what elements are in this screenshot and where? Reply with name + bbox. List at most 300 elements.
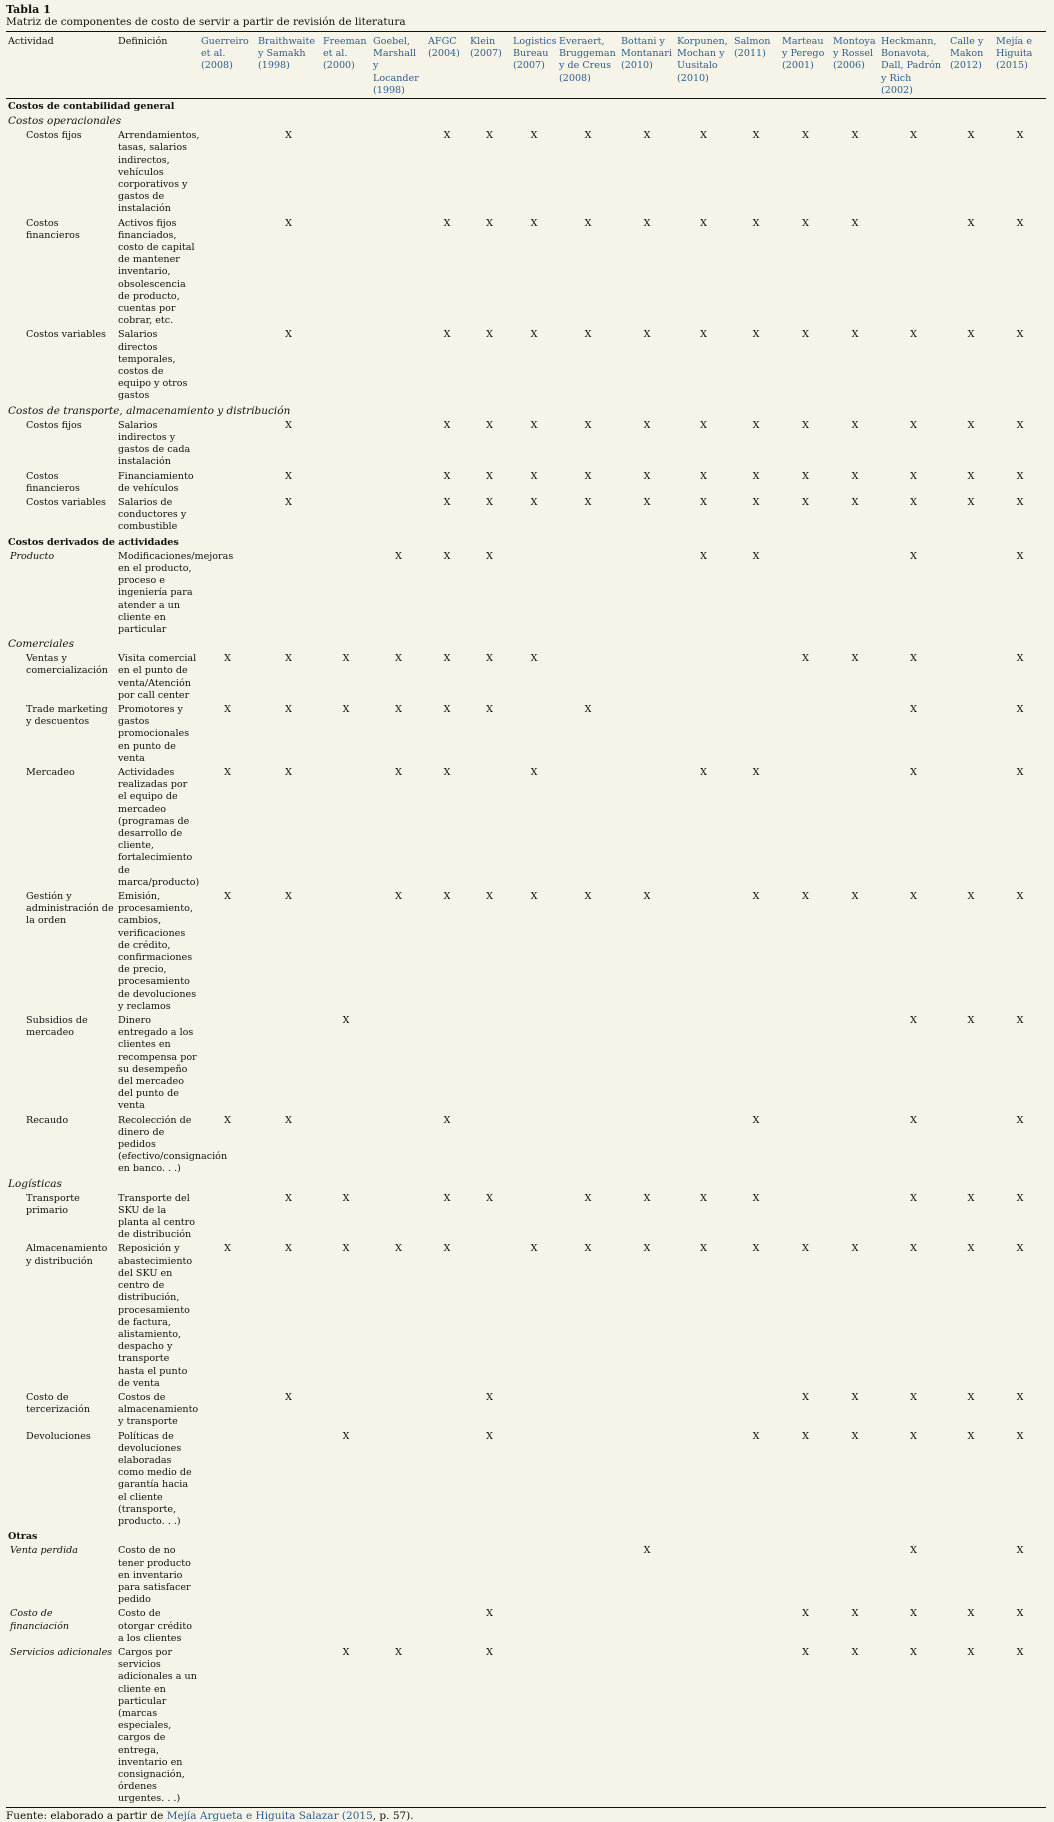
mark-cell xyxy=(780,766,831,890)
mark-cell: X xyxy=(802,1391,809,1403)
mark-cell xyxy=(199,1544,256,1607)
definition-cell: Costos de almacenamiento y transporte xyxy=(118,1391,199,1428)
mark-cell: X xyxy=(486,329,493,341)
mark-cell xyxy=(831,703,879,766)
mark-cell xyxy=(879,217,948,329)
mark-cell: X xyxy=(643,891,651,902)
mark-cell xyxy=(675,1544,732,1607)
activity-cell: Venta perdida xyxy=(10,1545,79,1557)
definition-cell: Modificaciones/mejoras en el producto, proceso e ingeniería para atender a un cliente en particular xyxy=(118,550,234,635)
mark-cell: X xyxy=(1016,703,1024,715)
mark-cell: X xyxy=(342,1243,350,1255)
mark-cell: X xyxy=(910,766,917,778)
mark-cell: X xyxy=(802,1646,809,1658)
table-body xyxy=(6,99,1046,1808)
mark-cell: X xyxy=(584,1243,592,1255)
mark-cell xyxy=(675,1430,732,1530)
mark-cell xyxy=(619,1607,675,1646)
mark-cell: X xyxy=(851,217,859,229)
mark-cell xyxy=(199,1192,256,1243)
mark-cell: X xyxy=(851,653,859,665)
activity-cell: Costos financieros xyxy=(26,217,80,241)
mark-cell: X xyxy=(443,496,451,508)
mark-cell xyxy=(468,1114,511,1177)
mark-cell xyxy=(371,217,426,329)
mark-cell: X xyxy=(342,653,350,665)
activity-cell: Costos fijos xyxy=(26,419,82,431)
definition-cell: Emisión, procesamiento, cambios, verificaciones de crédito, confirmaciones de precio, procesamiento de devoluciones y reclamos xyxy=(118,891,197,1012)
mark-cell: X xyxy=(1016,329,1024,341)
mark-cell: X xyxy=(752,1114,760,1126)
mark-cell: X xyxy=(1016,1243,1024,1255)
mark-cell: X xyxy=(967,496,975,508)
section-row xyxy=(6,1529,1046,1544)
mark-cell: X xyxy=(851,130,859,142)
mark-cell: X xyxy=(1016,496,1024,508)
mark-cell xyxy=(780,1544,831,1607)
mark-cell xyxy=(675,1114,732,1177)
mark-cell: X xyxy=(752,1430,760,1442)
mark-cell: X xyxy=(486,419,493,431)
mark-cell: X xyxy=(1016,1192,1024,1204)
mark-cell xyxy=(619,1430,675,1530)
mark-cell xyxy=(557,1014,619,1114)
mark-cell: X xyxy=(700,1243,707,1255)
mark-cell xyxy=(199,1607,256,1646)
mark-cell xyxy=(371,328,426,403)
mark-cell xyxy=(256,1430,321,1530)
mark-cell xyxy=(557,766,619,890)
mark-cell: X xyxy=(1016,1391,1024,1403)
activity-cell: Costos variables xyxy=(26,329,106,341)
mark-cell: X xyxy=(530,496,538,508)
activity-cell: Costo de financiación xyxy=(10,1608,70,1632)
mark-cell xyxy=(321,890,371,1014)
mark-cell: X xyxy=(643,496,651,508)
table-row xyxy=(6,766,1046,890)
mark-cell xyxy=(619,703,675,766)
subsection-heading: Costos operacionales xyxy=(8,115,122,128)
mark-cell: X xyxy=(643,1545,651,1557)
mark-cell: X xyxy=(643,419,651,431)
mark-cell xyxy=(619,1114,675,1177)
mark-cell xyxy=(675,1391,732,1430)
mark-cell: X xyxy=(643,1192,651,1204)
mark-cell: X xyxy=(443,703,451,715)
mark-cell: X xyxy=(224,703,231,715)
mark-cell: X xyxy=(910,703,917,715)
mark-cell xyxy=(371,1544,426,1607)
mark-cell: X xyxy=(802,329,809,341)
mark-cell: X xyxy=(700,329,707,341)
mark-cell: X xyxy=(802,1430,809,1442)
mark-cell: X xyxy=(910,419,917,431)
mark-cell: X xyxy=(285,766,292,778)
mark-cell: X xyxy=(1016,1646,1024,1658)
mark-cell xyxy=(557,652,619,703)
mark-cell: X xyxy=(285,1243,292,1255)
mark-cell xyxy=(371,129,426,216)
table-caption: Matriz de componentes de costo de servir a partir de revisión de literatura xyxy=(6,16,406,28)
mark-cell: X xyxy=(967,1192,975,1204)
mark-cell: X xyxy=(700,1192,707,1204)
mark-cell: X xyxy=(1016,550,1024,562)
mark-cell: X xyxy=(443,470,451,482)
mark-cell xyxy=(321,1391,371,1430)
mark-cell: X xyxy=(802,1243,809,1255)
mark-cell: X xyxy=(1016,1114,1024,1126)
mark-cell xyxy=(426,1607,468,1646)
mark-cell xyxy=(511,1391,557,1430)
mark-cell: X xyxy=(967,470,975,482)
table-row xyxy=(6,703,1046,766)
mark-cell xyxy=(511,1646,557,1807)
definition-cell: Visita comercial en el punto de venta/Atención por call center xyxy=(118,653,197,701)
table-row xyxy=(6,496,1046,535)
mark-cell xyxy=(732,1607,780,1646)
mark-cell xyxy=(371,1192,426,1243)
mark-cell xyxy=(426,1014,468,1114)
mark-cell xyxy=(619,1014,675,1114)
mark-cell: X xyxy=(285,329,292,341)
mark-cell: X xyxy=(851,329,859,341)
mark-cell: X xyxy=(643,1243,651,1255)
mark-cell: X xyxy=(486,470,493,482)
mark-cell: X xyxy=(443,217,451,229)
mark-cell: X xyxy=(443,653,451,665)
mark-cell xyxy=(511,550,557,637)
mark-cell: X xyxy=(851,1646,859,1658)
mark-cell: X xyxy=(486,496,493,508)
subsection-row xyxy=(6,404,1046,419)
mark-cell xyxy=(831,550,879,637)
mark-cell xyxy=(780,1014,831,1114)
mark-cell xyxy=(468,766,511,890)
mark-cell xyxy=(468,1242,511,1390)
mark-cell: X xyxy=(643,470,651,482)
mark-cell xyxy=(321,129,371,216)
activity-cell: Producto xyxy=(10,550,55,562)
mark-cell xyxy=(199,419,256,470)
mark-cell xyxy=(321,328,371,403)
mark-cell xyxy=(256,1646,321,1807)
mark-cell xyxy=(199,496,256,535)
subsection-row xyxy=(6,114,1046,129)
mark-cell: X xyxy=(851,419,859,431)
mark-cell: X xyxy=(285,1192,292,1204)
definition-cell: Recolección de dinero de pedidos (efectivo/consignación en banco. . .) xyxy=(118,1114,228,1175)
mark-cell: X xyxy=(224,653,231,665)
source-prefix: Fuente: elaborado a partir de xyxy=(6,1809,164,1822)
table-row xyxy=(6,1430,1046,1530)
mark-cell xyxy=(468,1544,511,1607)
table-row xyxy=(6,328,1046,403)
mark-cell: X xyxy=(910,1243,917,1255)
mark-cell: X xyxy=(967,1243,975,1255)
mark-cell xyxy=(371,1114,426,1177)
definition-cell: Reposición y abastecimiento del SKU en centro de distribución, procesamiento de factura, alistamiento, despacho y transporte hasta el punto de venta xyxy=(118,1243,193,1389)
mark-cell: X xyxy=(530,766,538,778)
mark-cell xyxy=(371,1391,426,1430)
mark-cell xyxy=(256,1544,321,1607)
mark-cell: X xyxy=(486,130,493,142)
mark-cell: X xyxy=(910,496,917,508)
mark-cell xyxy=(511,1544,557,1607)
mark-cell: X xyxy=(851,1430,859,1442)
header-reference-4[interactable]: Goebel, Marshall y Locander (1998) xyxy=(371,32,426,99)
mark-cell xyxy=(371,1607,426,1646)
mark-cell xyxy=(780,703,831,766)
mark-cell xyxy=(557,1114,619,1177)
mark-cell: X xyxy=(530,130,538,142)
mark-cell xyxy=(371,496,426,535)
mark-cell xyxy=(321,496,371,535)
mark-cell: X xyxy=(443,130,451,142)
mark-cell: X xyxy=(910,1015,917,1027)
mark-cell: X xyxy=(1016,1545,1024,1557)
mark-cell: X xyxy=(643,130,651,142)
mark-cell: X xyxy=(443,550,451,562)
mark-cell: X xyxy=(584,703,592,715)
mark-cell xyxy=(321,550,371,637)
mark-cell: X xyxy=(395,891,402,902)
header-reference-3[interactable]: Freeman et al. (2000) xyxy=(321,32,371,99)
mark-cell: X xyxy=(1016,130,1024,142)
mark-cell: X xyxy=(486,891,493,902)
source-link[interactable]: Mejía Argueta e Higuita Salazar (2015 xyxy=(166,1809,373,1822)
cost-matrix-table xyxy=(6,31,1046,1808)
mark-cell: X xyxy=(752,130,760,142)
table-row xyxy=(6,1192,1046,1243)
mark-cell: X xyxy=(802,217,809,229)
mark-cell: X xyxy=(752,496,760,508)
mark-cell: X xyxy=(910,1430,917,1442)
mark-cell: X xyxy=(443,1192,451,1204)
mark-cell xyxy=(321,1114,371,1177)
mark-cell: X xyxy=(851,891,859,902)
mark-cell xyxy=(619,550,675,637)
mark-cell: X xyxy=(486,1646,493,1658)
mark-cell xyxy=(468,1014,511,1114)
table-row xyxy=(6,1114,1046,1177)
mark-cell: X xyxy=(224,1114,231,1126)
mark-cell: X xyxy=(851,1608,859,1620)
mark-cell: X xyxy=(285,1391,292,1403)
header-reference-11[interactable]: Salmon (2011) xyxy=(732,32,780,99)
mark-cell xyxy=(948,1544,994,1607)
mark-cell xyxy=(321,1607,371,1646)
mark-cell xyxy=(199,217,256,329)
mark-cell xyxy=(948,652,994,703)
mark-cell: X xyxy=(643,329,651,341)
mark-cell: X xyxy=(910,1192,917,1204)
definition-cell: Dinero entregado a los clientes en recompensa por su desempeño del mercadeo del punto de venta xyxy=(118,1015,197,1112)
mark-cell xyxy=(256,550,321,637)
mark-cell xyxy=(619,652,675,703)
header-reference-6[interactable]: Klein (2007) xyxy=(468,32,511,99)
mark-cell xyxy=(831,1014,879,1114)
definition-cell: Políticas de devoluciones elaboradas como medio de garantía hacia el cliente (transporte, producto. . .) xyxy=(118,1430,192,1527)
mark-cell: X xyxy=(851,1243,859,1255)
header-reference-13[interactable]: Montoya y Rossel (2006) xyxy=(831,32,879,99)
mark-cell: X xyxy=(802,891,809,902)
mark-cell xyxy=(321,470,371,496)
mark-cell: X xyxy=(1016,217,1024,229)
section-row xyxy=(6,99,1046,115)
mark-cell: X xyxy=(910,130,917,142)
mark-cell xyxy=(256,1607,321,1646)
header-reference-14[interactable]: Heckmann, Bonavota, Dall, Padrón y Rich (2002) xyxy=(879,32,948,99)
definition-cell: Salarios de conductores y combustible xyxy=(118,496,187,533)
header-reference-16[interactable]: Mejía e Higuita (2015) xyxy=(994,32,1046,99)
mark-cell xyxy=(557,1544,619,1607)
mark-cell xyxy=(732,703,780,766)
mark-cell: X xyxy=(1016,891,1024,902)
mark-cell xyxy=(557,1391,619,1430)
header-reference-1[interactable]: Guerreiro et al. (2008) xyxy=(199,32,256,99)
definition-cell: Transporte del SKU de la planta al centro de distribución xyxy=(118,1192,196,1241)
mark-cell: X xyxy=(700,217,707,229)
mark-cell xyxy=(675,652,732,703)
mark-cell: X xyxy=(967,1391,975,1403)
mark-cell: X xyxy=(910,1545,917,1557)
activity-cell: Costo de tercerización xyxy=(26,1391,90,1416)
mark-cell: X xyxy=(910,329,917,341)
mark-cell: X xyxy=(967,891,975,902)
mark-cell xyxy=(511,1014,557,1114)
definition-cell: Costo de no tener producto en inventario para satisfacer pedido xyxy=(118,1545,191,1606)
mark-cell: X xyxy=(700,766,707,778)
mark-cell xyxy=(675,1646,732,1807)
mark-cell: X xyxy=(486,1430,493,1442)
mark-cell xyxy=(511,703,557,766)
mark-cell: X xyxy=(700,470,707,482)
definition-cell: Arrendamientos, tasas, salarios indirectos, vehículos corporativos y gastos de instalación xyxy=(118,130,200,215)
definition-cell: Costo de otorgar crédito a los clientes xyxy=(118,1608,192,1644)
header-reference-2[interactable]: Braithwaite y Samakh (1998) xyxy=(256,32,321,99)
mark-cell xyxy=(426,1391,468,1430)
mark-cell xyxy=(732,652,780,703)
definition-cell: Activos fijos financiados, costo de capital de mantener inventario, obsolescencia de producto, cuentas por cobrar, etc. xyxy=(118,217,195,327)
source-suffix: , p. 57). xyxy=(372,1809,414,1822)
mark-cell: X xyxy=(752,891,760,902)
mark-cell: X xyxy=(395,653,402,665)
mark-cell: X xyxy=(285,496,292,508)
mark-cell xyxy=(831,766,879,890)
section-heading: Costos derivados de actividades xyxy=(8,536,179,548)
table-row xyxy=(6,217,1046,329)
mark-cell: X xyxy=(851,470,859,482)
mark-cell: X xyxy=(285,130,292,142)
mark-cell: X xyxy=(752,217,760,229)
mark-cell xyxy=(675,1014,732,1114)
mark-cell: X xyxy=(486,653,493,665)
mark-cell xyxy=(199,550,256,637)
header-reference-8[interactable]: Everaert, Bruggeman y de Creus (2008) xyxy=(557,32,619,99)
mark-cell: X xyxy=(486,1391,493,1403)
mark-cell: X xyxy=(910,891,917,902)
mark-cell: X xyxy=(802,130,809,142)
mark-cell: X xyxy=(851,1391,859,1403)
header-reference-5[interactable]: AFGC (2004) xyxy=(426,32,468,99)
table-row xyxy=(6,890,1046,1014)
mark-cell xyxy=(199,1014,256,1114)
table-row xyxy=(6,1646,1046,1807)
header-reference-7[interactable]: Logistics Bureau (2007) xyxy=(511,32,557,99)
table-title: Tabla 1 xyxy=(6,3,51,16)
activity-cell: Costos variables xyxy=(26,496,106,508)
mark-cell: X xyxy=(752,766,760,778)
mark-cell xyxy=(675,1607,732,1646)
mark-cell xyxy=(321,419,371,470)
mark-cell xyxy=(948,1114,994,1177)
mark-cell: X xyxy=(910,1646,917,1658)
mark-cell: X xyxy=(443,329,451,341)
mark-cell: X xyxy=(1016,470,1024,482)
mark-cell: X xyxy=(530,419,538,431)
mark-cell: X xyxy=(752,1192,760,1204)
mark-cell: X xyxy=(530,329,538,341)
definition-cell: Salarios directos temporales, costos de equipo y otros gastos xyxy=(118,329,188,402)
mark-cell xyxy=(557,1430,619,1530)
mark-cell xyxy=(321,217,371,329)
mark-cell: X xyxy=(700,550,707,562)
mark-cell: X xyxy=(443,891,451,902)
header-reference-9[interactable]: Bottani y Montanari (2010) xyxy=(619,32,675,99)
mark-cell: X xyxy=(285,1114,292,1126)
definition-cell: Promotores y gastos promocionales en punto de venta xyxy=(118,703,190,764)
table-row xyxy=(6,1242,1046,1390)
mark-cell xyxy=(948,766,994,890)
mark-cell xyxy=(371,470,426,496)
mark-cell: X xyxy=(967,1608,975,1620)
mark-cell xyxy=(732,1391,780,1430)
mark-cell: X xyxy=(967,1646,975,1658)
header-reference-10[interactable]: Korpunen, Mochan y Uusitalo (2010) xyxy=(675,32,732,99)
mark-cell: X xyxy=(285,703,292,715)
mark-cell: X xyxy=(285,653,292,665)
activity-cell: Almacenamiento y distribución xyxy=(26,1243,108,1267)
mark-cell: X xyxy=(486,550,493,562)
mark-cell xyxy=(511,1607,557,1646)
mark-cell: X xyxy=(584,496,592,508)
definition-cell: Salarios indirectos y gastos de cada instalación xyxy=(118,419,191,468)
header-reference-12[interactable]: Marteau y Perego (2001) xyxy=(780,32,831,99)
mark-cell: X xyxy=(1016,653,1024,665)
header-reference-15[interactable]: Calle y Makon (2012) xyxy=(948,32,994,99)
mark-cell xyxy=(199,470,256,496)
table-row xyxy=(6,550,1046,637)
mark-cell: X xyxy=(910,1114,917,1126)
mark-cell: X xyxy=(443,1243,451,1255)
mark-cell: X xyxy=(224,766,231,778)
mark-cell: X xyxy=(1016,1608,1024,1620)
mark-cell: X xyxy=(802,496,809,508)
mark-cell: X xyxy=(342,1192,350,1204)
mark-cell xyxy=(199,1391,256,1430)
mark-cell: X xyxy=(910,470,917,482)
mark-cell: X xyxy=(1016,766,1024,778)
mark-cell: X xyxy=(643,217,651,229)
activity-cell: Transporte primario xyxy=(26,1192,80,1216)
mark-cell: X xyxy=(910,1608,917,1620)
activity-cell: Servicios adicionales xyxy=(10,1646,113,1658)
definition-cell: Cargos por servicios adicionales a un cliente en particular (marcas especiales, cargos de entrega, inventario en consignación, órdenes urgentes. . .) xyxy=(118,1646,197,1805)
source-note xyxy=(6,1808,1048,1822)
mark-cell: X xyxy=(224,891,231,902)
mark-cell: X xyxy=(285,419,292,431)
mark-cell: X xyxy=(1016,1015,1024,1027)
